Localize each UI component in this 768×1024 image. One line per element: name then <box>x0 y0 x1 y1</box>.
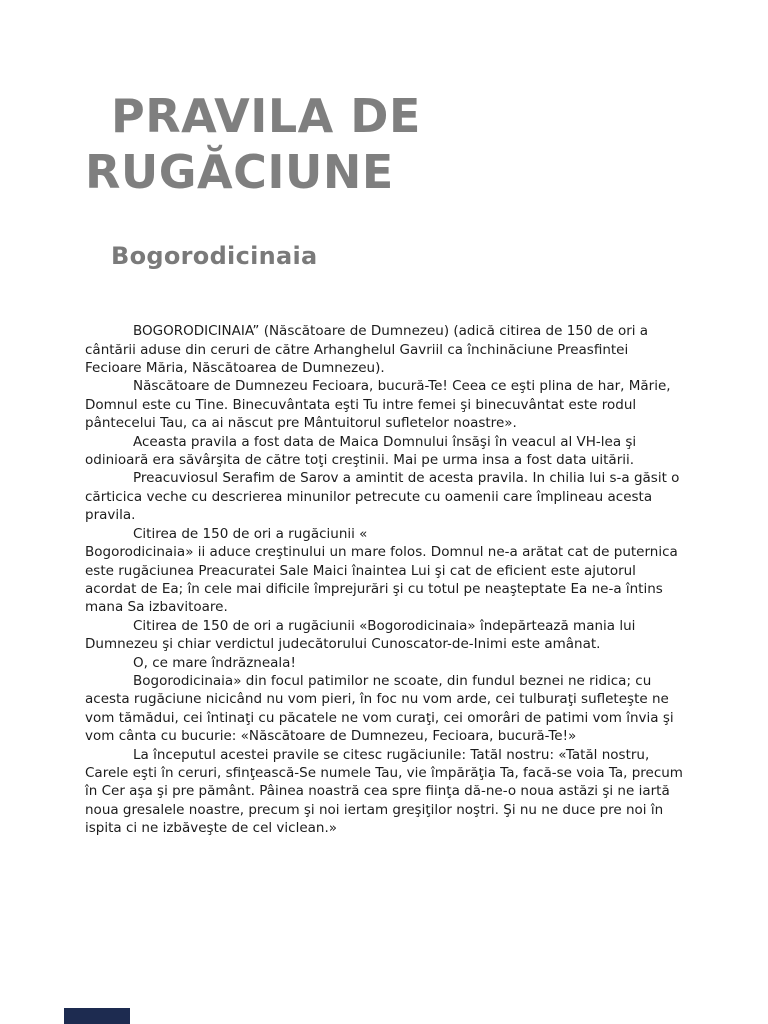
paragraph-prayer-text: Născătoare de Dumnezeu Fecioara, bucură-Te! Ceea ce eşti plina de har, Mărie, Domnul este cu Tine. Binecuvântata eşti Tu intre femei şi binecuvântat este rodul pântecelui Tau, ca ai născut pre Mântuitorul sufletelor noastre». <box>85 378 671 432</box>
document-subtitle: Bogorodicinaia <box>111 242 318 271</box>
paragraph-mania: Citirea de 150 de ori a rugăciunii «Bogorodicinaia» îndepărtează mania lui Dumnezeu şi chiar verdictul judecătorului Cunoscator-de-Inimi este amânat. <box>85 617 636 653</box>
paragraph-folos: Bogorodicinaia» ii aduce creştinului un mare folos. Domnul ne-a arătat cat de puternica este rugăciunea Preacuratei Sale Maici înaintea Lui şi cat de eficient este ajutorul acordat de Ea; în cele mai dificile împrejurări şi cu totul pe neaşteptate Ea ne-a întins mana Sa izbavitoare. <box>85 544 678 616</box>
paragraph-tatal-nostru: La începutul acestei pravile se citesc rugăciunile: Tatăl nostru: «Tatăl nostru, Carele eşti în ceruri, sfinţească-Se numele Tau, vie împărăţia Ta, facă-se voia Ta, precum în Cer aşa şi pre pământ. Pâinea noastră cea spre fiinţa dă-ne-o noua astăzi şi ne iartă noua gresalele noastre, precum şi noi iertam greşiţilor noştri. Şi nu ne duce pre noi în ispita ci ne izbăveşte de cel viclean.» <box>85 746 683 837</box>
paragraph-citirea-lead: Citirea de 150 de ori a rugăciunii « <box>133 525 368 542</box>
document-body <box>85 322 685 837</box>
footer-banner-fragment <box>64 1008 130 1024</box>
document-title: PRAVILA DE RUGĂCIUNE <box>85 89 421 200</box>
paragraph-intro: BOGORODICINAIA” (Născătoare de Dumnezeu) (adică citirea de 150 de ori a cântării aduse din ceruri de către Arhanghelul Gavriil ca închinăciune Preasfintei Fecioare Măria, Născătoarea de Dumnezeu). <box>85 323 649 377</box>
paragraph-serafim: Preacuviosul Serafim de Sarov a amintit de acesta pravila. In chilia lui s-a găsit o cărticica veche cu descrierea minunilor petrecute cu oamenii care împlineau acesta pravila. <box>85 470 680 524</box>
paragraph-exclamation: O, ce mare îndrăzneala! <box>133 654 296 671</box>
paragraph-history: Aceasta pravila a fost data de Maica Domnului însăşi în veacul al VH-lea şi odinioară era săvârşita de către toţi creştinii. Mai pe urma insa a fost data uitării. <box>85 433 637 469</box>
paragraph-focul: Bogorodicinaia» din focul patimilor ne scoate, din fundul beznei ne ridica; cu acesta rugăciune nicicând nu vom pieri, în foc nu vom arde, cei tulburaţi sufleteşte ne vom tămădui, cei întinaţi cu păcatele ne vom curaţi, cei omorâri de patimi vom învia şi vom cânta cu bucurie: «Născătoare de Dumnezeu, Fecioara, bucură-Te!» <box>85 672 674 745</box>
